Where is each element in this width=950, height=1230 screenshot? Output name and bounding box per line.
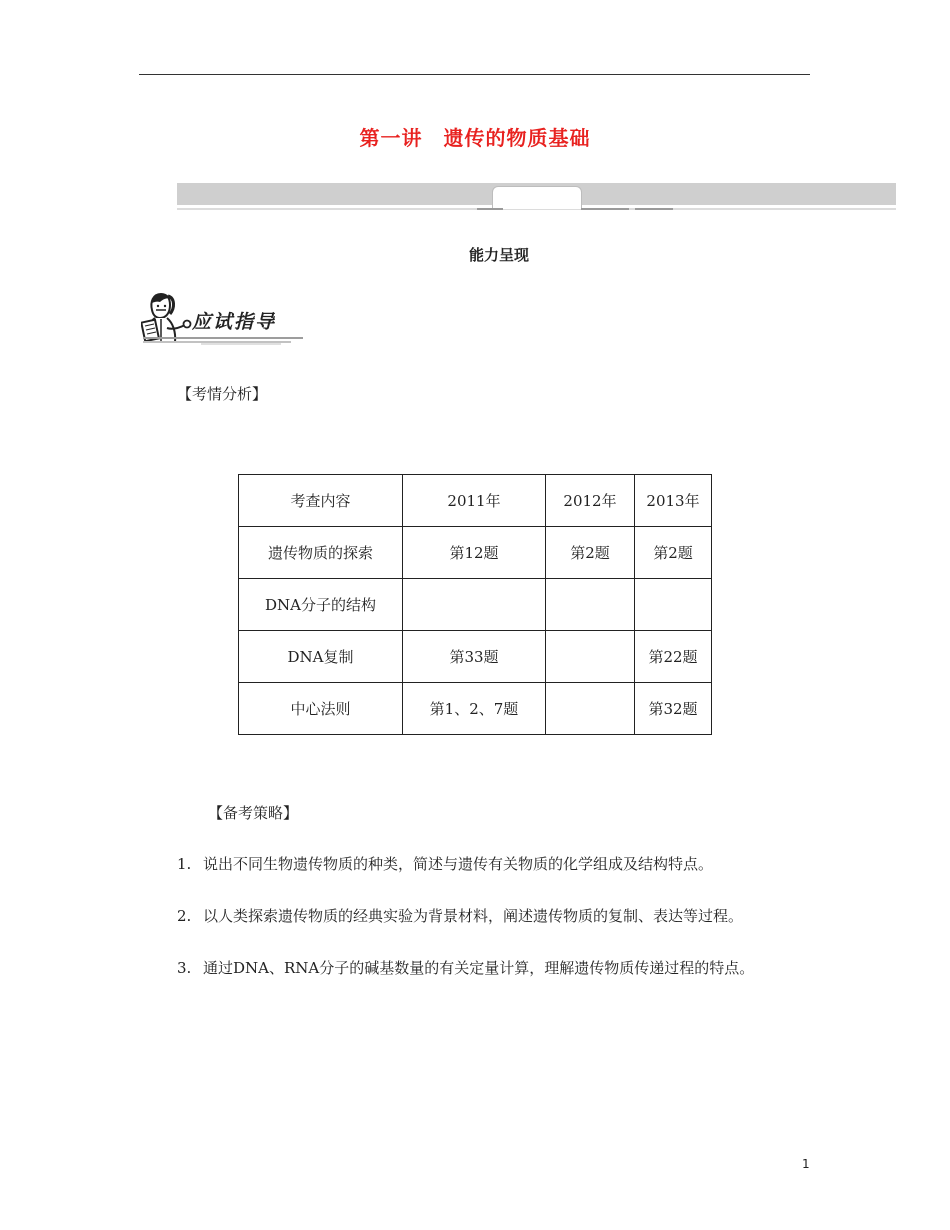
guide-label: 应试指导 — [192, 311, 277, 333]
table-cell: 中心法则 — [239, 683, 403, 735]
header-rule — [139, 74, 810, 75]
list-item-number: 3. — [177, 959, 192, 977]
exam-guide-logo — [141, 288, 306, 350]
header-cell: 2013年 — [635, 475, 712, 527]
table-cell: 第12题 — [403, 527, 546, 579]
analysis-heading: 【考情分析】 — [177, 385, 268, 403]
exam-analysis-table — [238, 474, 712, 735]
header-cell: 考查内容 — [239, 475, 403, 527]
table-cell: 第2题 — [635, 527, 712, 579]
table-cell: DNA分子的结构 — [239, 579, 403, 631]
banner-tab — [492, 186, 582, 209]
table-cell: DNA复制 — [239, 631, 403, 683]
list-item-text: 说出不同生物遗传物质的种类，简述与遗传有关物质的化学组成及结构特点。 — [203, 855, 714, 873]
list-item — [177, 905, 754, 957]
table-cell: 第1、2、7题 — [403, 683, 546, 735]
table-cell: 第22题 — [635, 631, 712, 683]
list-item-text: 通过DNA、RNA分子的碱基数量的有关定量计算，理解遗传物质传递过程的特点。 — [203, 959, 755, 977]
strategy-list — [177, 853, 754, 1009]
table-cell — [635, 579, 712, 631]
table-cell: 第33题 — [403, 631, 546, 683]
header-cell: 2012年 — [546, 475, 635, 527]
table-cell — [546, 631, 635, 683]
table-cell — [403, 579, 546, 631]
section-banner — [177, 183, 896, 211]
table-cell — [546, 579, 635, 631]
table-cell: 第32题 — [635, 683, 712, 735]
table-cell: 第2题 — [546, 527, 635, 579]
table-row — [239, 579, 712, 631]
table-row — [239, 527, 712, 579]
strategy-heading: 【备考策略】 — [208, 804, 299, 822]
page-number: 1 — [802, 1157, 810, 1171]
banner-flecks — [477, 208, 677, 211]
table-row — [239, 683, 712, 735]
header-cell: 2011年 — [403, 475, 546, 527]
chapter-title: 第一讲 遗传的物质基础 — [359, 126, 591, 150]
list-item-text: 以人类探索遗传物质的经典实验为背景材料，阐述遗传物质的复制、表达等过程。 — [203, 907, 744, 925]
section-heading: 能力呈现 — [468, 246, 529, 264]
list-item-number: 2. — [177, 907, 192, 925]
list-item-number: 1. — [177, 855, 192, 873]
table-row — [239, 631, 712, 683]
guide-underline — [141, 334, 306, 346]
table-header-row — [239, 475, 712, 527]
table-cell: 遗传物质的探索 — [239, 527, 403, 579]
table-cell — [546, 683, 635, 735]
list-item — [177, 957, 754, 1009]
list-item — [177, 853, 754, 905]
